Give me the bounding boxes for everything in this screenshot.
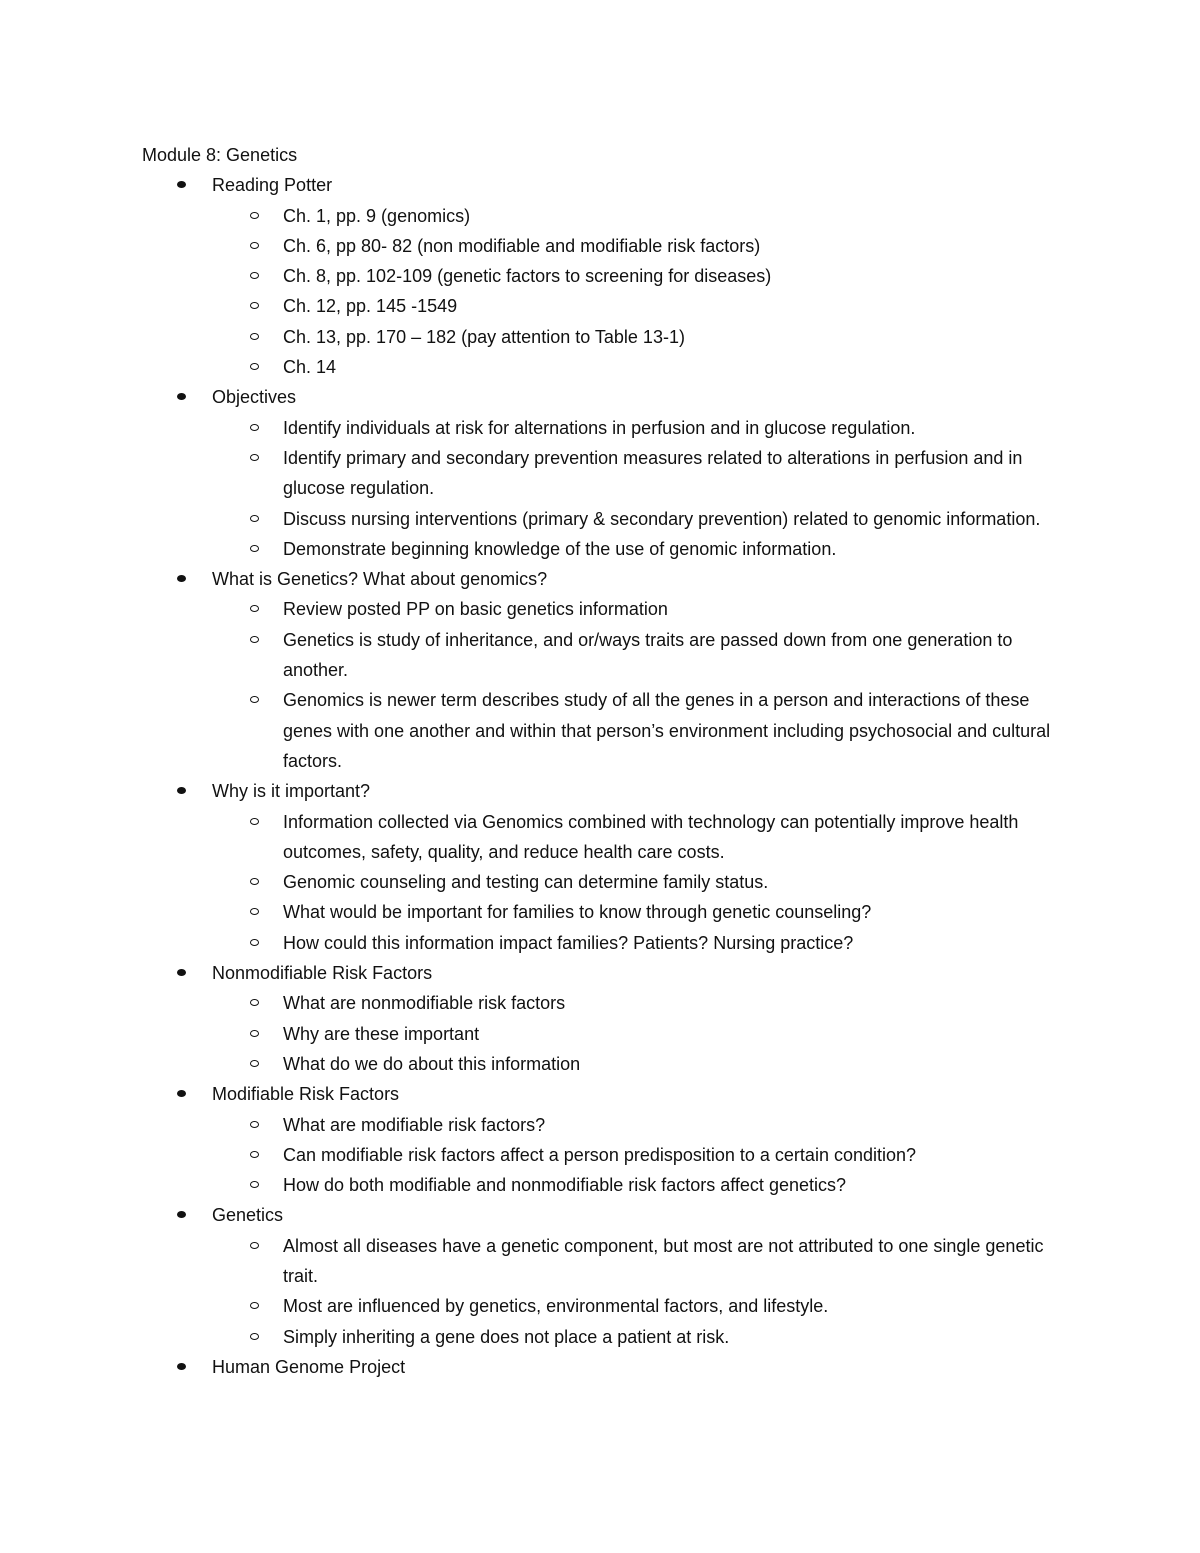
sub-item [142,1322,1062,1352]
sub-item-text: Identify individuals at risk for alternations in perfusion and in glucose regulation. [283,417,916,438]
sub-item [142,1110,1062,1140]
sub-item-list [212,988,1062,1079]
bullet-circle-icon [250,1030,259,1037]
sub-item [142,1291,1062,1321]
bullet-circle-icon [250,1181,259,1188]
sub-item [142,352,1062,382]
sub-item-text: Ch. 1, pp. 9 (genomics) [283,205,471,226]
sub-item [142,413,1062,443]
sub-item [142,1170,1062,1200]
sub-item-text: Demonstrate beginning knowledge of the use of genomic information. [283,538,837,559]
sub-item-text: What are nonmodifiable risk factors [283,993,566,1014]
sub-item-text: How could this information impact families? Patients? Nursing practice? [283,932,854,953]
bullet-circle-icon [250,605,259,612]
sub-item-text: Almost all diseases have a genetic component, but most are not attributed to one single genetic trait. [283,1235,1044,1286]
bullet-circle-icon [250,363,259,370]
bullet-dot-icon [177,393,186,400]
sub-item-text: Genetics is study of inheritance, and or/ways traits are passed down from one generation to another. [283,629,1013,681]
section-heading: What is Genetics? What about genomics? [212,569,548,590]
sub-item-list [212,807,1062,958]
bullet-circle-icon [250,1151,259,1158]
bullet-dot-icon [177,1363,186,1370]
sub-item-list [212,594,1062,776]
section-heading: Why is it important? [212,781,371,802]
sub-item-text: Ch. 8, pp. 102-109 (genetic factors to screening for diseases) [283,266,772,287]
sub-item [142,443,1062,504]
bullet-dot-icon [177,181,186,188]
bullet-circle-icon [250,1333,259,1340]
section-list [142,170,1062,1382]
section-item [142,1352,1062,1382]
sub-item [142,988,1062,1018]
section-item [142,1200,1062,1351]
sub-item-text: Identify primary and secondary prevention measures related to alterations in perfusion and in glucose regulation. [283,447,1023,499]
document-body [142,140,1062,1382]
sub-item-list [212,413,1062,564]
sub-item [142,625,1062,686]
bullet-circle-icon [250,272,259,279]
sub-item-text: Can modifiable risk factors affect a person predisposition to a certain condition? [283,1144,917,1165]
sub-item [142,897,1062,927]
bullet-dot-icon [177,1211,186,1218]
bullet-circle-icon [250,1060,259,1067]
bullet-circle-icon [250,939,259,946]
sub-item [142,1019,1062,1049]
section-item [142,564,1062,776]
section-heading: Nonmodifiable Risk Factors [212,963,433,984]
section-item [142,776,1062,958]
bullet-circle-icon [250,424,259,431]
bullet-circle-icon [250,212,259,219]
sub-item [142,1140,1062,1170]
section-item [142,382,1062,564]
sub-item-text: Ch. 6, pp 80- 82 (non modifiable and modifiable risk factors) [283,235,761,256]
bullet-circle-icon [250,545,259,552]
sub-item-text: Ch. 14 [283,357,337,378]
sub-item [142,594,1062,624]
bullet-circle-icon [250,818,259,825]
section-heading: Modifiable Risk Factors [212,1084,400,1105]
sub-item-text: Ch. 13, pp. 170 – 182 (pay attention to Table 13-1) [283,326,685,347]
bullet-circle-icon [250,878,259,885]
sub-item [142,807,1062,868]
sub-item [142,1049,1062,1079]
bullet-circle-icon [250,636,259,643]
sub-item [142,291,1062,321]
bullet-dot-icon [177,969,186,976]
bullet-dot-icon [177,787,186,794]
section-item [142,1079,1062,1200]
sub-item-text: How do both modifiable and nonmodifiable risk factors affect genetics? [283,1175,846,1196]
sub-item-text: What are modifiable risk factors? [283,1114,546,1135]
bullet-circle-icon [250,515,259,522]
sub-item-list [212,1110,1062,1201]
sub-item-text: Information collected via Genomics combined with technology can potentially improve health outcomes, safety, quality, and reduce health care costs. [283,811,1019,862]
sub-item [142,322,1062,352]
bullet-circle-icon [250,1242,259,1249]
sub-item-text: Genomic counseling and testing can determine family status. [283,872,769,893]
section-heading: Reading Potter [212,175,333,196]
sub-item-text: What would be important for families to know through genetic counseling? [283,902,872,923]
sub-item [142,685,1062,776]
sub-item-text: Simply inheriting a gene does not place a patient at risk. [283,1326,730,1347]
sub-item [142,1231,1062,1292]
sub-item [142,928,1062,958]
sub-item [142,231,1062,261]
section-heading: Genetics [212,1205,284,1226]
sub-item-text: Why are these important [283,1023,480,1044]
sub-item-text: Review posted PP on basic genetics information [283,599,668,620]
sub-item-list [212,201,1062,383]
sub-item [142,201,1062,231]
document-title: Module 8: Genetics [142,145,298,165]
bullet-circle-icon [250,454,259,461]
sub-item [142,534,1062,564]
sub-item-text: Discuss nursing interventions (primary & secondary prevention) related to genomic information. [283,508,1041,529]
sub-item-text: Genomics is newer term describes study of all the genes in a person and interactions of these genes with one another and within that person’s environment including psychosocial and cultural factors. [283,690,1051,771]
section-heading: Objectives [212,387,297,408]
sub-item-list [212,1231,1062,1352]
bullet-dot-icon [177,1090,186,1097]
sub-item-text: Ch. 12, pp. 145 -1549 [283,296,458,317]
sub-item-text: Most are influenced by genetics, environmental factors, and lifestyle. [283,1296,829,1317]
sub-item-text: What do we do about this information [283,1053,581,1074]
sub-item [142,261,1062,291]
section-item [142,170,1062,382]
bullet-circle-icon [250,333,259,340]
section-item [142,958,1062,1079]
bullet-dot-icon [177,575,186,582]
sub-item [142,867,1062,897]
bullet-circle-icon [250,1121,259,1128]
bullet-circle-icon [250,908,259,915]
section-heading: Human Genome Project [212,1356,406,1377]
bullet-circle-icon [250,302,259,309]
sub-item [142,504,1062,534]
bullet-circle-icon [250,999,259,1006]
bullet-circle-icon [250,242,259,249]
bullet-circle-icon [250,1302,259,1309]
bullet-circle-icon [250,696,259,703]
